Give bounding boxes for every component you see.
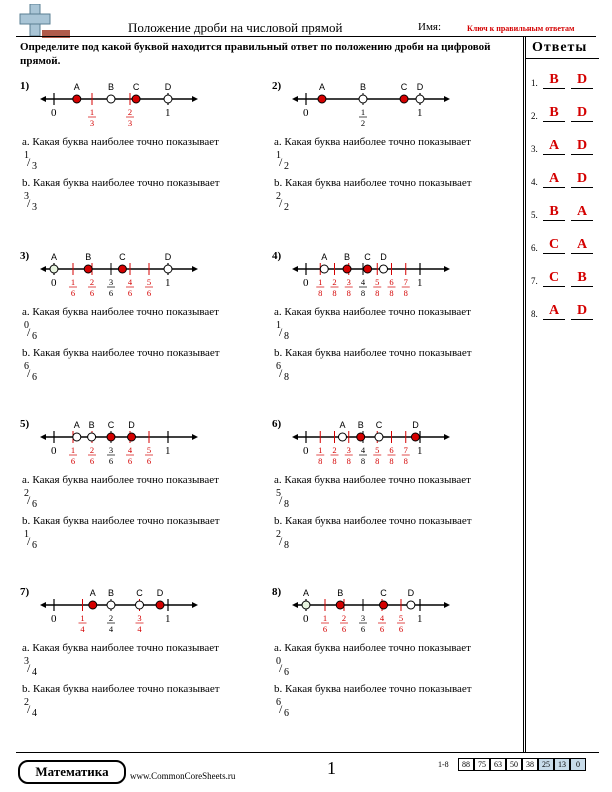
point-marker [320,265,328,273]
answer-a: A [543,138,565,155]
answer-b: D [571,171,593,188]
answer-b: B [571,270,593,287]
website-link[interactable]: www.CommonCoreSheets.ru [130,771,236,781]
question-a: a. Какая буква наиболее точно показывает [274,306,471,318]
tick-denominator: 6 [70,288,76,298]
label-one: 1 [417,613,423,625]
point-letter: C [132,82,140,92]
point-letter: D [412,420,419,430]
tick-denominator: 6 [89,456,95,466]
tick-numerator: 4 [360,445,366,455]
tick-numerator: 2 [108,613,114,623]
tick-numerator: 1 [318,277,323,287]
answer-number: 5. [531,210,538,220]
point-letter: D [164,82,172,92]
tick-denominator: 6 [127,456,133,466]
tick-denominator: 3 [127,118,133,128]
tick-numerator: 3 [346,277,351,287]
number-line [38,248,238,302]
tick-denominator: 8 [318,456,323,466]
header-divider [16,36,596,37]
number-line [290,416,490,470]
point-marker [136,601,144,609]
label-zero: 0 [51,107,57,119]
question-b: b. Какая буква наиболее точно показывает [274,515,472,527]
tick-numerator: 6 [389,277,394,287]
tick-numerator: 5 [146,277,152,287]
point-letter: C [136,588,143,598]
score-range-label: 1-8 [438,760,449,769]
tick-numerator: 2 [332,445,337,455]
point-letter: A [339,420,346,430]
point-marker [336,601,344,609]
problem-number: 3) [20,250,30,262]
tick-denominator: 6 [379,624,385,634]
label-zero: 0 [303,277,309,289]
label-zero: 0 [303,107,309,119]
tick-denominator: 6 [360,624,366,634]
tick-denominator: 8 [389,456,394,466]
question-a: a. Какая буква наиболее точно показывает [22,136,219,148]
score-cell: 63 [490,758,506,771]
tick-denominator: 8 [403,456,408,466]
tick-denominator: 8 [332,288,337,298]
problem-6: 6) 0 1 1 8 2 8 3 8 4 8 5 8 6 8 7 8 A B C D a. Какая буква наиболее точно показывает 5 / 8 b. Какая буква наиболее точно показывает 2 / 8 [270,416,510,556]
tick-denominator: 8 [360,456,366,466]
problem-number: 6) [272,418,282,430]
tick-denominator: 8 [375,456,380,466]
tick-denominator: 6 [146,456,152,466]
tick-denominator: 8 [318,288,323,298]
point-marker [407,601,415,609]
point-letter: B [344,252,351,262]
tick-numerator: 2 [341,613,347,623]
tick-denominator: 6 [341,624,347,634]
name-label: Имя: [418,21,442,33]
point-marker [164,95,172,103]
score-cell: 25 [538,758,554,771]
point-letter: C [107,420,115,430]
tick-denominator: 8 [389,288,394,298]
answer-number: 8. [531,309,538,319]
answer-a: B [543,105,565,122]
point-letter: D [164,252,172,262]
point-letter: A [321,252,328,262]
point-marker [50,265,58,273]
tick-denominator: 6 [89,288,95,298]
tick-numerator: 3 [346,445,351,455]
problem-2: 2) 0 1 1 2 A B C D a. Какая буква наиболее точно показывает 1 / 2 b. Какая буква наиболее точно показывает 2 / 2 [270,78,510,218]
tick-denominator: 6 [70,456,76,466]
answer-number: 3. [531,144,538,154]
tick-numerator: 4 [360,277,366,287]
tick-numerator: 6 [389,445,394,455]
point-marker [84,265,92,273]
tick-numerator: 3 [108,445,114,455]
point-letter: D [156,588,164,598]
point-marker [73,95,81,103]
problem-number: 5) [20,418,30,430]
point-marker [132,95,140,103]
question-a: a. Какая буква наиболее точно показывает [274,642,471,654]
point-marker [343,265,351,273]
tick-numerator: 5 [146,445,152,455]
tick-denominator: 8 [360,288,366,298]
point-marker [73,433,81,441]
point-letter: C [375,420,383,430]
answer-number: 2. [531,111,538,121]
problem-5: 5) 0 1 1 6 2 6 3 6 4 6 5 6 A B C D a. Какая буква наиболее точно показывает 2 / 6 b. Какая буква наиболее точно показывает 1 / 6 [18,416,258,556]
tick-denominator: 4 [108,624,114,634]
point-marker [128,433,136,441]
point-letter: C [119,252,126,262]
number-line [38,78,238,132]
problem-number: 8) [272,586,282,598]
tick-numerator: 1 [322,613,328,623]
label-zero: 0 [51,445,57,457]
question-b: b. Какая буква наиболее точно показывает [274,683,472,695]
point-letter: B [107,82,115,92]
tick-numerator: 2 [89,445,95,455]
answer-b: A [571,204,593,221]
number-line [290,584,490,638]
answer-b: D [571,138,593,155]
page-number: 1 [327,758,336,778]
tick-numerator: 1 [70,277,76,287]
label-one: 1 [165,277,171,289]
label-one: 1 [165,107,171,119]
tick-denominator: 8 [346,456,351,466]
tick-numerator: 7 [403,277,408,287]
point-letter: C [400,82,408,92]
point-letter: A [73,82,80,92]
point-letter: A [89,588,96,598]
question-b: b. Какая буква наиболее точно показывает [22,683,220,695]
tick-denominator: 3 [89,118,95,128]
score-cell: 75 [474,758,490,771]
label-one: 1 [165,445,171,457]
answer-b: D [571,72,593,89]
tick-denominator: 8 [403,288,408,298]
answer-key-label: Ключ к правильным ответам [467,24,575,33]
problem-number: 7) [20,586,30,598]
label-zero: 0 [51,613,57,625]
point-letter: C [364,252,371,262]
label-zero: 0 [303,445,309,457]
point-letter: B [107,588,115,598]
number-line [290,78,490,132]
tick-numerator: 1 [70,445,76,455]
problem-number: 2) [272,80,282,92]
point-letter: B [359,82,367,92]
answers-title: Ответы [532,40,588,55]
question-a: a. Какая буква наиболее точно показывает [22,642,219,654]
footer-divider [16,752,599,753]
tick-denominator: 8 [332,456,337,466]
point-marker [416,95,424,103]
point-marker [107,95,115,103]
answer-b: A [571,237,593,254]
tick-denominator: 4 [80,624,85,634]
question-a: a. Какая буква наиболее точно показывает [274,136,471,148]
number-line [290,248,490,302]
point-marker [338,433,346,441]
point-marker [380,265,388,273]
tick-denominator: 6 [146,288,152,298]
point-letter: A [302,588,310,598]
tick-numerator: 3 [360,613,366,623]
plus-logo-icon [16,4,72,38]
score-cell: 88 [458,758,474,771]
tick-denominator: 8 [375,288,380,298]
point-marker [400,95,408,103]
tick-numerator: 3 [137,613,142,623]
answer-number: 4. [531,177,538,187]
tick-numerator: 1 [89,107,95,117]
brand-badge: Математика [18,760,126,784]
tick-numerator: 2 [89,277,95,287]
tick-denominator: 6 [398,624,404,634]
point-marker [88,433,96,441]
tick-denominator: 6 [127,288,133,298]
problem-7: 7) 0 1 1 4 2 4 3 4 A B C D a. Какая буква наиболее точно показывает 3 / 4 b. Какая буква наиболее точно показывает 2 / 4 [18,584,258,724]
point-letter: A [318,82,325,92]
tick-numerator: 5 [375,445,380,455]
label-one: 1 [417,277,423,289]
point-letter: D [380,252,387,262]
tick-denominator: 2 [360,118,366,128]
point-marker [375,433,383,441]
tick-numerator: 1 [80,613,85,623]
problem-1: 1) 0 1 1 3 2 3 A B C D a. Какая буква наиболее точно показывает 1 / 3 b. Какая буква наиболее точно показывает 3 / 3 [18,78,258,218]
point-marker [380,601,388,609]
label-one: 1 [165,613,171,625]
point-marker [302,601,310,609]
point-letter: B [85,252,92,262]
point-letter: A [50,252,58,262]
answer-a: C [543,237,565,254]
tick-numerator: 7 [403,445,408,455]
point-letter: B [88,420,95,430]
point-letter: D [416,82,424,92]
point-letter: B [357,420,364,430]
answer-a: B [543,204,565,221]
point-marker [118,265,126,273]
problem-8: 8) 0 1 1 6 2 6 3 6 4 6 5 6 A B C D a. Какая буква наиболее точно показывает 0 / 6 b. Какая буква наиболее точно показывает 6 / 6 [270,584,510,724]
point-marker [364,265,372,273]
score-cell: 38 [522,758,538,771]
tick-numerator: 2 [332,277,337,287]
point-marker [318,95,326,103]
question-b: b. Какая буква наиболее точно показывает [22,177,220,189]
point-marker [107,433,115,441]
tick-numerator: 5 [398,613,404,623]
tick-numerator: 4 [127,445,133,455]
point-letter: C [380,588,387,598]
answers-divider [526,58,599,59]
number-line [38,584,238,638]
label-one: 1 [417,107,423,119]
answer-b: D [571,105,593,122]
tick-denominator: 6 [108,456,114,466]
tick-numerator: 5 [375,277,380,287]
problem-number: 1) [20,80,30,92]
label-zero: 0 [303,613,309,625]
point-marker [357,433,365,441]
problem-3: 3) 0 1 1 6 2 6 3 6 4 6 5 6 A B C D a. Какая буква наиболее точно показывает 0 / 6 b. Какая буква наиболее точно показывает 6 / 6 [18,248,258,388]
score-cell: 13 [554,758,570,771]
score-cell: 0 [570,758,586,771]
answer-b: D [571,303,593,320]
tick-numerator: 4 [379,613,385,623]
label-one: 1 [417,445,423,457]
answer-number: 1. [531,78,538,88]
tick-numerator: 3 [108,277,114,287]
tick-numerator: 4 [127,277,133,287]
question-a: a. Какая буква наиболее точно показывает [22,474,219,486]
label-zero: 0 [51,277,57,289]
question-b: b. Какая буква наиболее точно показывает [274,177,472,189]
tick-denominator: 8 [346,288,351,298]
problem-number: 4) [272,250,282,262]
point-letter: B [337,588,344,598]
point-marker [107,601,115,609]
instructions: Определите под какой буквой находится правильный ответ по положению дроби на цифровой прямой. [20,41,491,67]
question-b: b. Какая буква наиболее точно показывает [22,515,220,527]
point-marker [411,433,419,441]
point-marker [89,601,97,609]
answer-number: 6. [531,243,538,253]
tick-numerator: 1 [318,445,323,455]
point-letter: A [73,420,80,430]
answer-a: B [543,72,565,89]
number-line [38,416,238,470]
answer-a: A [543,303,565,320]
answer-a: C [543,270,565,287]
answer-number: 7. [531,276,538,286]
question-a: a. Какая буква наиболее точно показывает [22,306,219,318]
page-title: Положение дроби на числовой прямой [128,20,343,35]
tick-numerator: 1 [360,107,366,117]
answer-a: A [543,171,565,188]
point-marker [359,95,367,103]
tick-denominator: 6 [108,288,114,298]
point-marker [164,265,172,273]
question-a: a. Какая буква наиболее точно показывает [274,474,471,486]
question-b: b. Какая буква наиболее точно показывает [22,347,220,359]
tick-numerator: 2 [127,107,133,117]
score-cell: 50 [506,758,522,771]
question-b: b. Какая буква наиболее точно показывает [274,347,472,359]
point-marker [156,601,164,609]
point-letter: D [407,588,415,598]
tick-denominator: 4 [137,624,142,634]
tick-denominator: 6 [322,624,328,634]
point-letter: D [128,420,135,430]
problem-4: 4) 0 1 1 8 2 8 3 8 4 8 5 8 6 8 7 8 A B C D a. Какая буква наиболее точно показывает 1 / 8 b. Какая буква наиболее точно показывает 6 / 8 [270,248,510,388]
